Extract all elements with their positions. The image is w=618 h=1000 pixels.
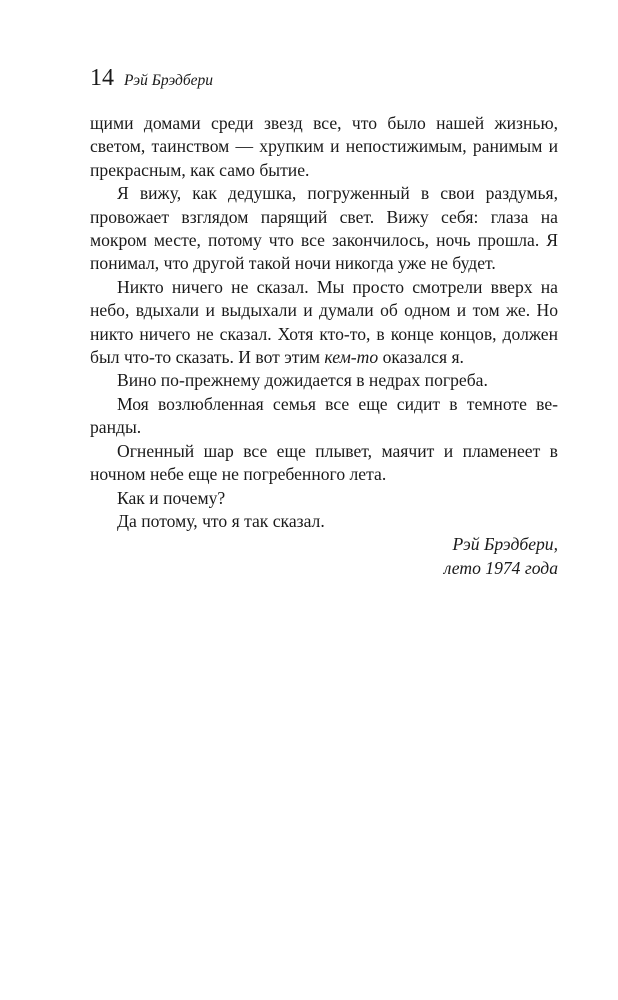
signature-date: лето 1974 года <box>443 557 558 578</box>
running-title: Рэй Брэдбери <box>124 72 214 89</box>
paragraph-6: Огненный шар все еще плывет, маячит и пламенеет в ночном небе еще не погребенного лета. <box>90 440 558 485</box>
book-page <box>90 66 558 580</box>
paragraph-5: Моя возлюбленная семья все еще сидит в темноте веранды. <box>90 393 558 438</box>
running-head <box>90 66 558 106</box>
body-text <box>90 112 558 533</box>
paragraph-7: Как и почему? <box>117 487 226 508</box>
paragraph-3-emphasis: кем-то <box>324 347 379 368</box>
page-number: 14 <box>90 65 114 91</box>
signature <box>90 533 558 580</box>
paragraph-2: Я вижу, как дедушка, погруженный в свои раздумья, провожает взглядом парящий свет. Вижу себя: глаза на мокром месте, потому что все закончилось, ночь прошла. Я понимал, что другой такой ночи никогда уже не будет. <box>90 183 558 274</box>
paragraph-4: Вино по-прежнему дожидается в недрах погреба. <box>117 370 488 391</box>
paragraph-3 <box>90 276 558 370</box>
paragraph-3-start: Никто ничего не сказал. Мы просто смотрели вверх на небо, вдыхали и выдыхали и думали об одном и том же. Но никто ничего не сказал. Хотя кто-то, в конце концов, должен был что-то сказать. И вот этим <box>90 276 558 368</box>
paragraph-1: щими домами среди звезд все, что было нашей жизнью, светом, таинством — хрупким и непостижимым, ранимым и прекрасным, как само бытие. <box>90 113 558 180</box>
paragraph-3-end: оказался я. <box>378 347 464 368</box>
signature-name: Рэй Брэдбери, <box>452 534 558 555</box>
paragraph-8: Да потому, что я так сказал. <box>117 510 325 531</box>
